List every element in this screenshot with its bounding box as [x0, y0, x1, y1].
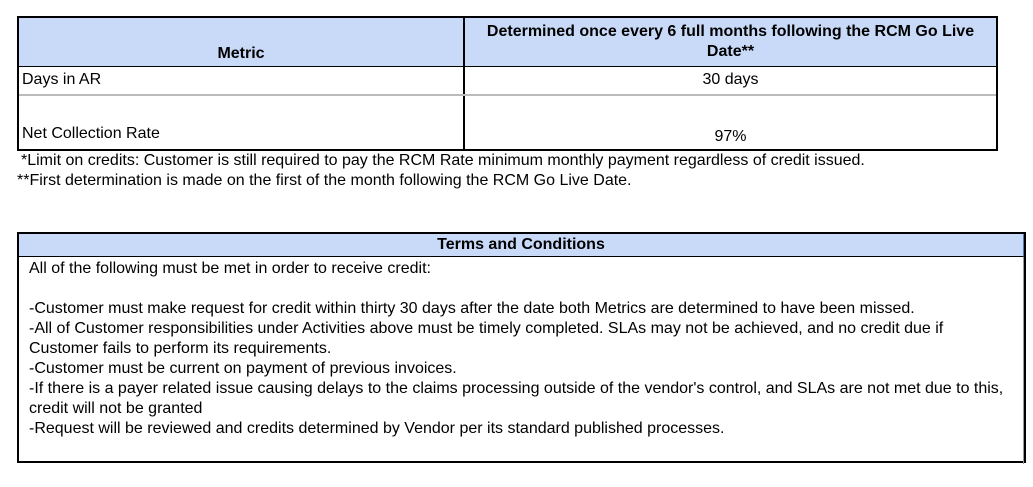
metric-cell [19, 67, 465, 94]
list-item: -If there is a payer related issue causing delays to the claims processing outside of the vendor's control, and SLAs are not met due to this, credit will not be granted [29, 380, 1004, 417]
metric-header: Metric [217, 45, 265, 62]
spacer [29, 279, 1013, 299]
metric-cell [19, 96, 465, 149]
terms-intro: All of the following must be met in order to receive credit: [29, 260, 431, 277]
terms-body [19, 257, 1024, 464]
table-row [19, 67, 996, 96]
metric-name: Net Collection Rate [22, 125, 160, 142]
list-item: -Customer must be current on payment of previous invoices. [29, 360, 457, 377]
list-item: -Customer must make request for credit within thirty 30 days after the date both Metrics are determined to have been missed. [29, 300, 915, 317]
table-row [19, 96, 996, 149]
metrics-table-header [19, 18, 996, 67]
metric-value: 97% [714, 128, 747, 145]
list-item: -Request will be reviewed and credits determined by Vendor per its standard published processes. [29, 420, 725, 437]
terms-title: Terms and Conditions [19, 234, 1024, 257]
list-item: -All of Customer responsibilities under Activities above must be timely completed. SLAs may not be achieved, and no credit due if Customer fails to perform its requirements. [29, 320, 944, 357]
value-cell [465, 67, 996, 94]
terms-and-conditions-box [17, 232, 1026, 463]
footnotes [17, 151, 1017, 191]
determination-header: Determined once every 6 full months following the RCM Go Live Date** [486, 23, 975, 60]
footnote-credits-limit: *Limit on credits: Customer is still required to pay the RCM Rate minimum monthly payment regardless of credit issued. [21, 152, 865, 169]
metric-value: 30 days [702, 71, 759, 88]
value-cell [465, 96, 996, 149]
metrics-table [17, 16, 998, 151]
determination-header-cell [465, 18, 996, 66]
footnote-first-determination: **First determination is made on the first of the month following the RCM Go Live Date. [17, 172, 632, 189]
metric-header-cell [19, 18, 465, 66]
metric-name: Days in AR [22, 71, 102, 88]
